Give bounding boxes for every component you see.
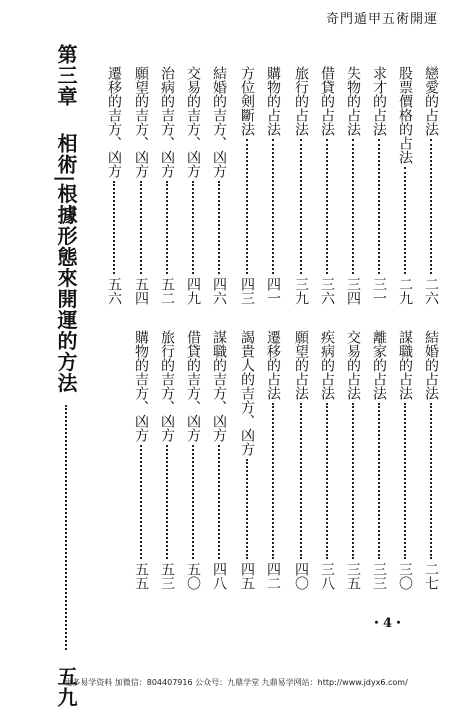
toc-entry-page: 四八 bbox=[211, 562, 227, 590]
dot-leader bbox=[166, 181, 168, 274]
dot-leader bbox=[300, 139, 302, 274]
toc-entry bbox=[372, 66, 386, 305]
toc-entry bbox=[240, 66, 254, 305]
running-header: 奇門遁甲五術開運 bbox=[325, 12, 438, 27]
dot-leader bbox=[113, 181, 115, 274]
dot-leader bbox=[218, 445, 220, 559]
toc-entry-title: 謀職的占法 bbox=[397, 330, 413, 400]
toc-entry-page: 四一 bbox=[265, 277, 281, 305]
toc-entry-page: 四五 bbox=[239, 562, 255, 590]
toc-entry-title: 交易的占法 bbox=[345, 330, 361, 400]
footer-watermark: 更多易学资料 加微信：804407916 公众号：九鼎学堂 九鼎易学网站：http://www.jdyx6.com/ bbox=[64, 678, 408, 687]
toc-entry-page: 四三 bbox=[239, 277, 255, 305]
toc-entry-page: 三八 bbox=[319, 562, 335, 590]
toc-entry-page: 五二 bbox=[159, 277, 175, 305]
toc-entry bbox=[212, 330, 226, 590]
toc-entry bbox=[424, 330, 438, 590]
toc-entry bbox=[346, 330, 360, 590]
toc-entry-title: 治病的吉方、凶方 bbox=[159, 66, 175, 178]
chapter-label: 第三章 bbox=[54, 44, 78, 107]
toc-entry bbox=[320, 66, 334, 305]
toc-entry-page: 三六 bbox=[319, 277, 335, 305]
toc-entry bbox=[398, 330, 412, 590]
toc-entry bbox=[266, 66, 280, 305]
toc-entry-title: 疾病的占法 bbox=[319, 330, 335, 400]
toc-entry-title: 謁貴人的吉方、凶方 bbox=[239, 330, 255, 456]
page-number: ・4・ bbox=[370, 616, 406, 631]
toc-entry-title: 借貸的吉方、凶方 bbox=[185, 330, 201, 442]
toc-entry-title: 遷移的占法 bbox=[265, 330, 281, 400]
toc-entry-page: 二六 bbox=[423, 277, 439, 305]
toc-entry-title: 旅行的占法 bbox=[293, 66, 309, 136]
toc-entry-page: 三四 bbox=[345, 277, 361, 305]
toc-entry-title: 失物的占法 bbox=[345, 66, 361, 136]
dot-leader bbox=[430, 139, 432, 274]
toc-entry-title: 願望的占法 bbox=[293, 330, 309, 400]
toc-entry-page: 四〇 bbox=[293, 562, 309, 590]
toc-entry bbox=[186, 330, 200, 590]
toc-entry-page: 四二 bbox=[265, 562, 281, 590]
toc-entry-page: 三一 bbox=[371, 277, 387, 305]
dot-leader bbox=[246, 139, 248, 274]
toc-entry-title: 借貸的占法 bbox=[319, 66, 335, 136]
toc-entry bbox=[186, 66, 200, 305]
dot-leader bbox=[430, 403, 432, 559]
toc-entry-page: 三五 bbox=[345, 562, 361, 590]
toc-entry bbox=[107, 66, 121, 305]
toc-entry bbox=[134, 66, 148, 305]
toc-entry bbox=[294, 66, 308, 305]
dot-leader bbox=[378, 403, 380, 559]
dot-leader bbox=[272, 403, 274, 559]
dot-leader bbox=[378, 139, 380, 274]
dot-leader bbox=[140, 181, 142, 274]
toc-entry-title: 遷移的吉方、凶方 bbox=[106, 66, 122, 178]
toc-entry-title: 求才的占法 bbox=[371, 66, 387, 136]
toc-entry-page: 三〇 bbox=[397, 562, 413, 590]
toc-entry-page: 四六 bbox=[211, 277, 227, 305]
chapter-heading bbox=[55, 44, 77, 708]
toc-entry-title: 離家的占法 bbox=[371, 330, 387, 400]
dot-leader bbox=[192, 181, 194, 274]
toc-entry-title: 購物的占法 bbox=[265, 66, 281, 136]
dot-leader bbox=[140, 445, 142, 559]
toc-entry-title: 戀愛的占法 bbox=[423, 66, 439, 136]
dot-leader bbox=[326, 139, 328, 274]
toc-entry bbox=[212, 66, 226, 305]
toc-entry-page: 三三 bbox=[371, 562, 387, 590]
dot-leader bbox=[218, 181, 220, 274]
chapter-page: 五九 bbox=[54, 666, 78, 708]
dot-leader bbox=[166, 445, 168, 559]
toc-entry-page: 五〇 bbox=[185, 562, 201, 590]
toc-entry-title: 結婚的吉方、凶方 bbox=[211, 66, 227, 178]
dot-leader bbox=[404, 167, 406, 274]
toc-entry bbox=[160, 66, 174, 305]
toc-entry-title: 購物的吉方、凶方 bbox=[133, 330, 149, 442]
toc-entry-page: 五三 bbox=[159, 562, 175, 590]
dot-leader bbox=[246, 459, 248, 559]
dot-leader bbox=[352, 139, 354, 274]
dot-leader bbox=[352, 403, 354, 559]
toc-entry-page: 五四 bbox=[133, 277, 149, 305]
dot-leader bbox=[65, 405, 67, 650]
toc-entry bbox=[266, 330, 280, 590]
toc-entry bbox=[160, 330, 174, 590]
dot-leader bbox=[272, 139, 274, 274]
toc-entry-title: 交易的吉方、凶方 bbox=[185, 66, 201, 178]
toc-entry bbox=[346, 66, 360, 305]
toc-entry bbox=[372, 330, 386, 590]
toc-entry-title: 願望的吉方、凶方 bbox=[133, 66, 149, 178]
toc-entry-page: 四九 bbox=[185, 277, 201, 305]
toc-entry-title: 結婚的占法 bbox=[423, 330, 439, 400]
toc-entry-title: 股票價格的占法 bbox=[397, 66, 413, 164]
dot-leader bbox=[300, 403, 302, 559]
toc-entry-page: 二七 bbox=[423, 562, 439, 590]
dot-leader bbox=[326, 403, 328, 559]
toc-entry bbox=[398, 66, 412, 305]
toc-entry bbox=[294, 330, 308, 590]
toc-entry bbox=[134, 330, 148, 590]
toc-entry-title: 旅行的吉方、凶方 bbox=[159, 330, 175, 442]
toc-entry-page: 二九 bbox=[397, 277, 413, 305]
toc-entry bbox=[240, 330, 254, 590]
toc-entry-page: 三九 bbox=[293, 277, 309, 305]
toc-entry bbox=[424, 66, 438, 305]
toc-entry bbox=[320, 330, 334, 590]
dot-leader bbox=[192, 445, 194, 559]
chapter-title: 相術|根據形態來開運的方法 bbox=[54, 132, 78, 394]
toc-entry-page: 五六 bbox=[106, 277, 122, 305]
toc-entry-title: 方位剣斷法 bbox=[239, 66, 255, 136]
toc-entry-page: 五五 bbox=[133, 562, 149, 590]
dot-leader bbox=[404, 403, 406, 559]
toc-entry-title: 謀職的吉方、凶方 bbox=[211, 330, 227, 442]
